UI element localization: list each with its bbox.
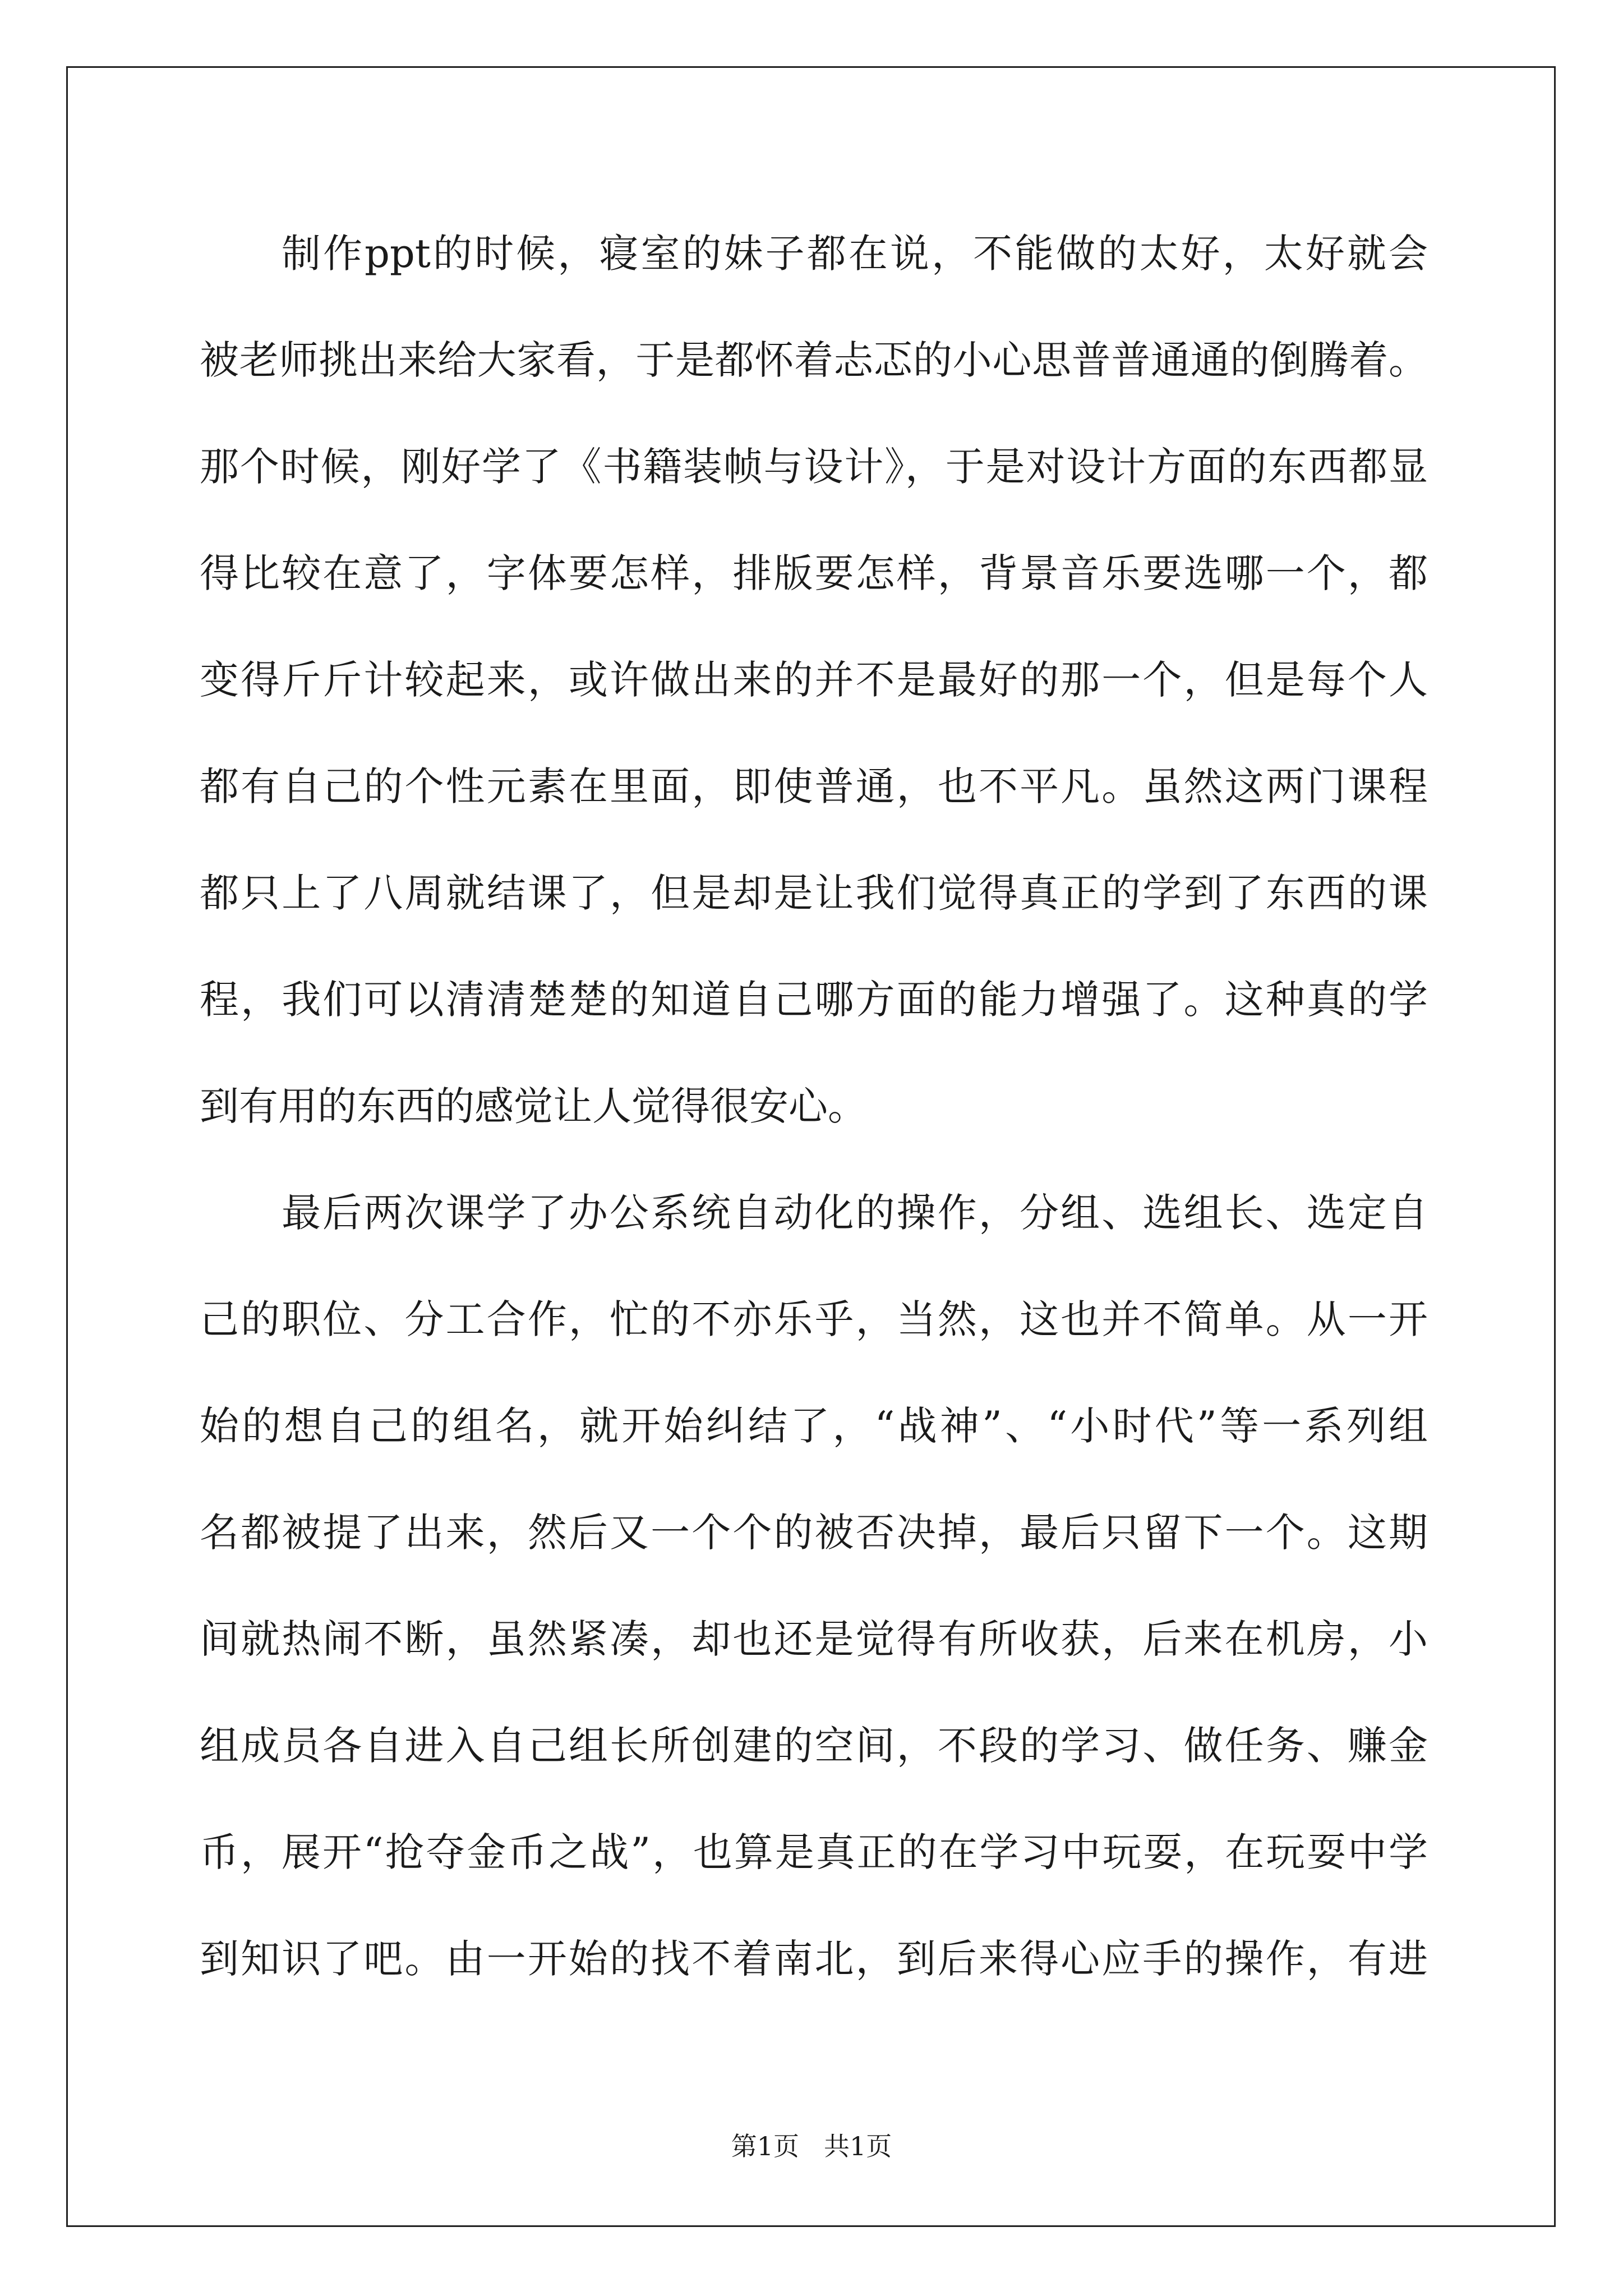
text-line: 间就热闹不断，虽然紧凑，却也还是觉得有所收获，后来在机房，小 — [200, 1616, 1428, 1662]
text-line: 币，展开“抢夺金币之战”，也算是真正的在学习中玩耍，在玩耍中学 — [200, 1829, 1428, 1875]
text-line: 己的职位、分工合作，忙的不亦乐乎，当然，这也并不简单。从一开 — [200, 1296, 1428, 1342]
page-total: 共1页 — [824, 2131, 892, 2161]
text-line: 制作ppt的时候，寝室的妹子都在说，不能做的太好，太好就会 — [282, 231, 1428, 277]
text-line: 到知识了吧。由一开始的找不着南北，到后来得心应手的操作，有进 — [200, 1936, 1428, 1982]
text-line: 始的想自己的组名，就开始纠结了，“战神”、“小时代”等一系列组 — [200, 1403, 1428, 1449]
text-line: 都只上了八周就结课了，但是却是让我们觉得真正的学到了东西的课 — [200, 870, 1428, 916]
text-line: 程，我们可以清清楚楚的知道自己哪方面的能力增强了。这种真的学 — [200, 977, 1428, 1023]
document-body — [200, 220, 1428, 2032]
paragraph-2 — [200, 1179, 1428, 2032]
text-line: 变得斤斤计较起来，或许做出来的并不是最好的那一个，但是每个人 — [200, 657, 1428, 703]
text-line: 最后两次课学了办公系统自动化的操作，分组、选组长、选定自 — [282, 1190, 1428, 1236]
page-footer — [0, 2126, 1623, 2163]
paragraph-1 — [200, 220, 1428, 1179]
text-line: 名都被提了出来，然后又一个个的被否决掉，最后只留下一个。这期 — [200, 1510, 1428, 1556]
text-line: 到有用的东西的感觉让人觉得很安心。 — [200, 1083, 867, 1129]
page-number: 第1页 — [731, 2131, 799, 2161]
text-line: 被老师挑出来给大家看，于是都怀着忐忑的小心思普普通通的倒腾着。 — [200, 337, 1428, 383]
text-line: 都有自己的个性元素在里面，即使普通，也不平凡。虽然这两门课程 — [200, 763, 1428, 809]
text-line: 得比较在意了，字体要怎样，排版要怎样，背景音乐要选哪一个，都 — [200, 550, 1428, 596]
text-line: 组成员各自进入自己组长所创建的空间，不段的学习、做任务、赚金 — [200, 1723, 1428, 1769]
text-line: 那个时候，刚好学了《书籍装帧与设计》，于是对设计方面的东西都显 — [200, 444, 1428, 490]
